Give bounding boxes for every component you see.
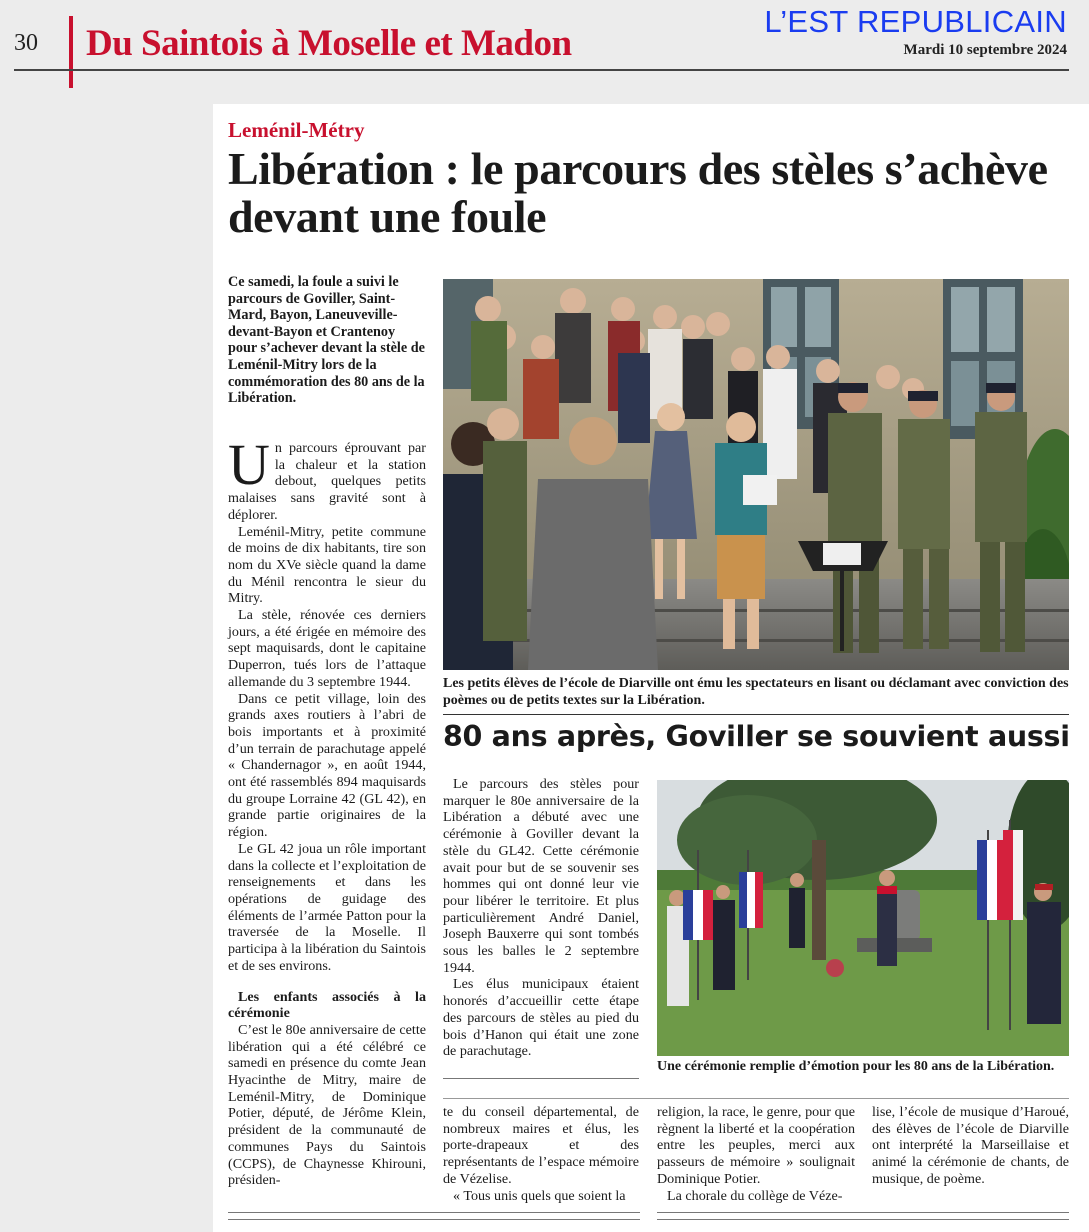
footer-rule [657,1219,1069,1220]
article-paragraph: religion, la race, le genre, pour que règnent la liberté et la coopération entre les peuples, merci aux passeurs de mémoire » soulignait Dominique Potier. [657,1104,855,1187]
sidebar-paragraph: Le parcours des stèles pour marquer le 80e anniversaire de la Libération a débuté avec une cérémonie à Goviller devant la stèle du GL42. Cette cérémonie avait pour but de se souvenir ses hommes qui ont donné leur vie pour libérer le territoire. Et plus particulièrement André Daniel, Joseph Bauxerre qui sont tombés sous les balles le 2 septembre 1944. [443,776,639,976]
photo-students-ceremony-illustration [443,279,1069,670]
sidebar-paragraph: Les élus municipaux étaient honorés d’accueillir cette étape des parcours de stèles au pied du bois d’Hanon qui était une zone de parachutage. [443,976,639,1060]
column-end-rule [443,1078,639,1079]
article-column-3 [657,1104,855,1204]
article-paragraph: « Tous unis quels que soient la [453,1187,626,1204]
photo1-caption: Les petits élèves de l’école de Diarville ont ému les spectateurs en lisant ou déclamant avec conviction des poèmes ou de petits textes sur la Libération. [443,676,1069,708]
sidebar-headline: 80 ans après, Goviller se souvient aussi [443,720,1070,753]
article-paragraph: La stèle, rénovée ces derniers jours, a été érigée en mémoire des sept maquisards, dont le capitaine Duperron, tués lors de l’attaque allemande du 3 septembre 1944. [228,607,426,690]
article-lead: Ce samedi, la foule a suivi le parcours de Goviller, Saint-Mard, Bayon, Laneuveville-devant-Bayon et Crantenoy pour s’achever devant la stèle de Leménil-Mitry lors de la commémoration des 80 ans de la Libération. [228,274,425,407]
article-paragraph: La chorale du collège de Véze- [667,1187,843,1204]
article-column-4 [872,1104,1069,1188]
article-subhead: Les enfants associés à la cérémonie [228,988,426,1022]
drop-cap: U [228,432,270,497]
article-column-1 [228,432,426,1189]
article-paragraph: Un parcours éprouvant par la chaleur et la station debout, quelques petits malaises sans gravité sont à déplorer. [228,432,426,523]
article-paragraph: Leménil-Mitry, petite commune de moins de dix habitants, tire son nom du XVe siècle quand la dame du Ménil rencontra le sieur du Mitry. [228,523,426,607]
footer-rule [228,1212,640,1213]
article-paragraph: Le GL 42 joua un rôle important dans la collecte et l’exploitation de renseignements et dans les opérations de guidage des éléments de l’armée Patton pour la traversée de la Moselle. Il participa à la libération du Saintois et de ses environs. [228,840,426,974]
article-paragraph: te du conseil départemental, de nombreux maires et élus, les porte-drapeaux et des représentants de l’espace mémoire de Vézelise. [443,1104,639,1187]
header-rule [14,69,1069,71]
divider-rule [443,714,1069,715]
section-title: Du Saintois à Moselle et Madon [86,23,572,64]
photo2-caption: Une cérémonie remplie d’émotion pour les 80 ans de la Libération. [657,1059,1055,1074]
footer-rule [657,1212,1069,1213]
article-kicker: Leménil-Métry [228,118,365,142]
issue-date: Mardi 10 septembre 2024 [903,42,1067,58]
sidebar-column [443,776,639,1060]
newspaper-masthead: L’EST REPUBLICAIN [764,4,1067,39]
column-end-rule [443,1098,1069,1099]
photo-goviller-ceremony-illustration [657,780,1069,1056]
article-paragraph: C’est le 80e anniversaire de cette libération qui a été célébré ce samedi en présence du comte Jean Hyacinthe de Mitry, maire de Leménil-Mitry, de Dominique Potier, député, de Jérôme Klein, président de la communauté de communes Pays du Saintois (CCPS), de Chaynesse Khirouni, présiden- [228,1021,426,1189]
header-accent-bar [69,16,73,88]
article-paragraph: lise, l’école de musique d’Haroué, des élèves de l’école de Diarville ont interprété la Marseillaise et animé la cérémonie de chants, de musique, de poème. [872,1104,1069,1187]
article-column-2 [443,1104,639,1204]
article-paragraph: Dans ce petit village, loin des grands axes routiers à l’abri de bois importants et à proximité d’un terrain de parachutage appelé « Chandernagor », en août 1944, ont été rassemblés 894 maquisards du groupe Lorraine 42 (GL 42), en grande partie originaires de la région. [228,690,426,841]
footer-rule [228,1219,640,1220]
article-headline: Libération : le parcours des stèles s’achève devant une foule [228,143,1048,242]
photo-students-ceremony [443,279,1069,670]
photo-goviller-ceremony [657,780,1069,1056]
page-number: 30 [14,30,38,56]
